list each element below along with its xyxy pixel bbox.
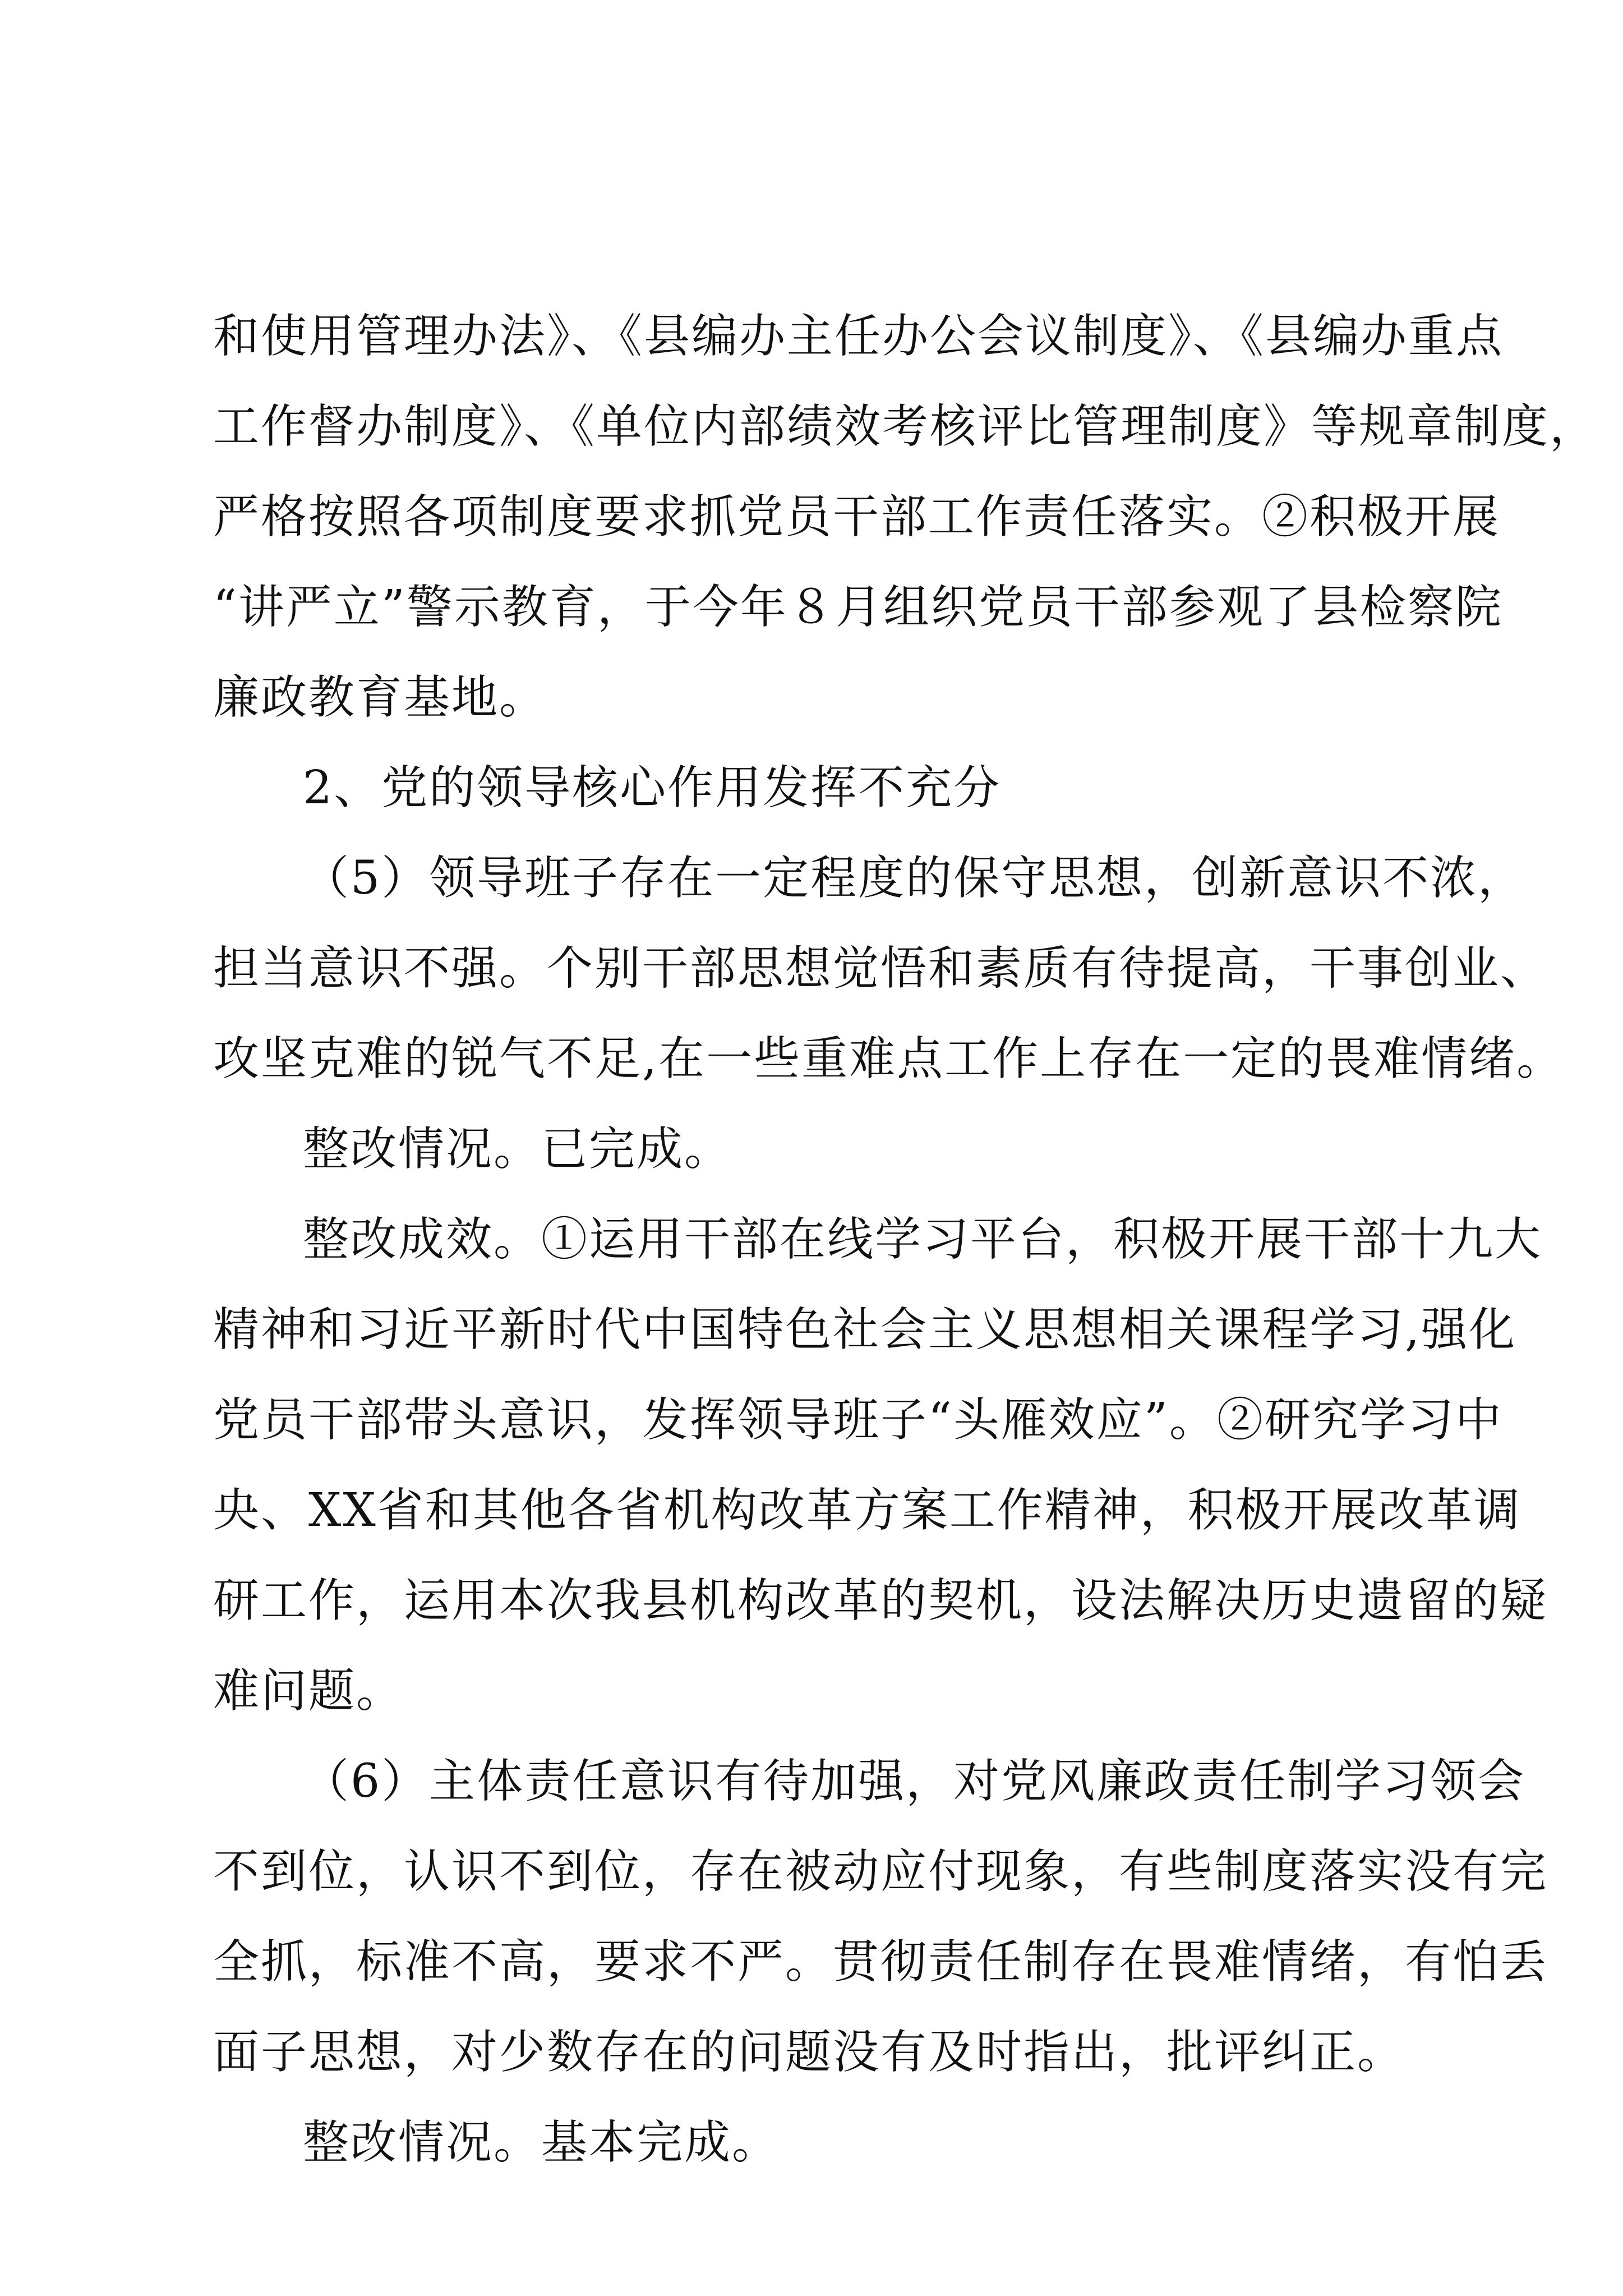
text-line: 央、XX省和其他各省机构改革方案工作精神，积极开展改革调 [213, 1484, 1521, 1537]
text-line: （5）领导班子存在一定程度的保守思想，创新意识不浓， [303, 852, 1526, 905]
text-line: 研工作，运用本次我县机构改革的契机，设法解决历史遗留的疑 [213, 1574, 1548, 1627]
text-line: 担当意识不强。个别干部思想觉悟和素质有待提高，干事创业、 [213, 942, 1548, 995]
text-line: 难问题。 [213, 1664, 404, 1718]
text-line: 严格按照各项制度要求抓党员干部工作责任落实。②积极开展 [213, 490, 1501, 544]
text-line: 不到位，认识不到位，存在被动应付现象，有些制度落实没有完 [213, 1845, 1548, 1898]
section-heading: 2、党的领导核心作用发挥不充分 [303, 761, 1002, 815]
text-line: “讲严立”警示教育，于今年８月组织党员干部参观了县检察院 [213, 581, 1503, 634]
text-line: 精神和习近平新时代中国特色社会主义思想相关课程学习,强化 [213, 1303, 1517, 1356]
text-line: 面子思想，对少数存在的问题没有及时指出，批评纠正。 [213, 2026, 1405, 2079]
text-line: 全抓，标准不高，要求不严。贯彻责任制存在畏难情绪，有怕丢 [213, 1935, 1548, 1989]
text-line: 整改情况。基本完成。 [303, 2116, 780, 2169]
text-line: （6）主体责任意识有待加强，对党风廉政责任制学习领会 [303, 1755, 1526, 1808]
text-line: 和使用管理办法》、《县编办主任办公会议制度》、《县编办重点 [213, 310, 1504, 363]
text-line: 攻坚克难的锐气不足,在一些重难点工作上存在一定的畏难情绪。 [213, 1032, 1565, 1085]
text-line: 整改情况。已完成。 [303, 1122, 732, 1176]
text-line: 廉政教育基地。 [213, 671, 547, 724]
text-line: 整改成效。①运用干部在线学习平台，积极开展干部十九大 [303, 1213, 1543, 1266]
text-line: 党员干部带头意识，发挥领导班子“头雁效应”。②研究学习中 [213, 1393, 1503, 1447]
text-line: 工作督办制度》、《单位内部绩效考核评比管理制度》等规章制度， [213, 400, 1598, 453]
